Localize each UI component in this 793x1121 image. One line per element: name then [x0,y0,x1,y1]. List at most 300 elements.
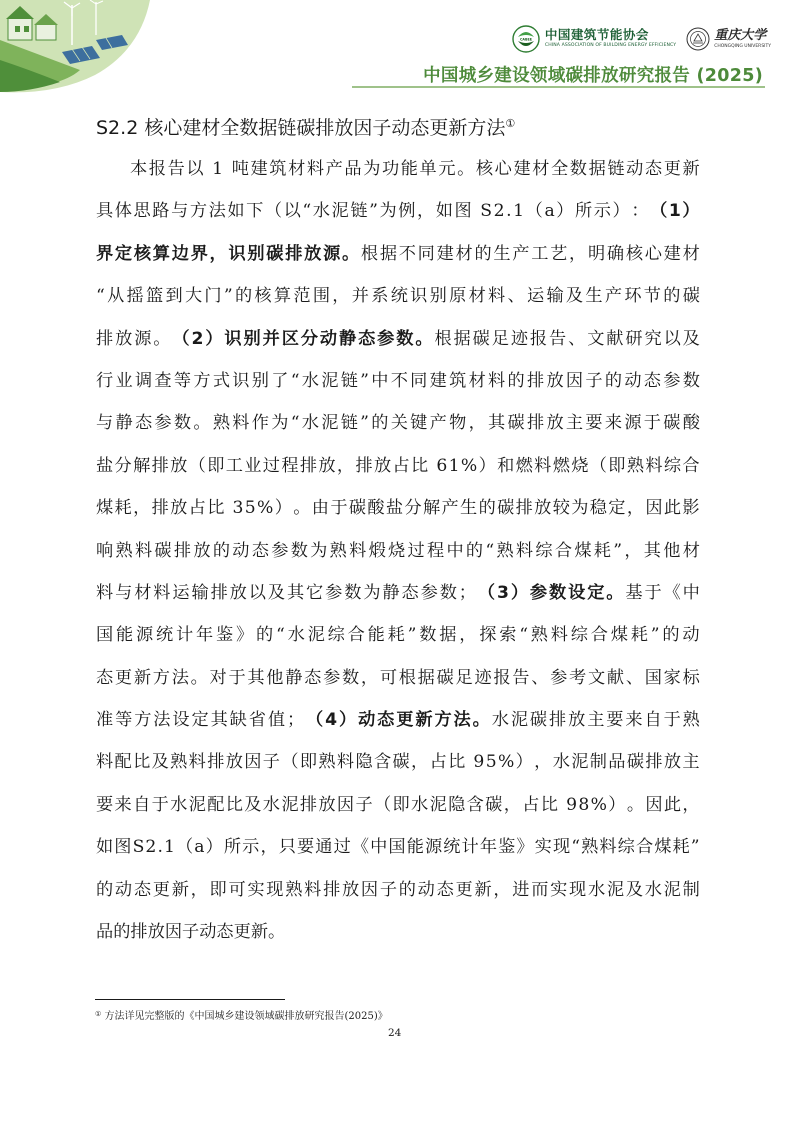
text-char: 耗 [630,625,648,646]
text-char: 水 [262,794,280,815]
text-char: 运 [526,286,545,307]
paragraph-line [96,911,700,953]
text-char: 及 [682,328,700,349]
text-char: 隐 [355,752,373,773]
text-char: ， [569,243,587,264]
text-char: 原 [449,286,467,307]
text-char: 数 [290,540,308,561]
paragraph-line [96,741,700,783]
text-char: 排 [526,370,545,391]
text-char: 及 [625,879,644,900]
text-char: 主 [587,710,605,731]
bold-char: 源 [323,243,341,264]
bold-char: 识 [224,328,242,349]
text-char: 实 [550,879,568,900]
text-char: 含 [466,794,484,815]
report-title: 中国城乡建设领域碳排放研究报告 (2025) [423,66,763,86]
text-char: 2 [493,201,505,222]
text-char: 新 [682,159,700,179]
text-char: 碳 [529,710,548,731]
text-char: ； [286,710,305,731]
text-char: 算 [273,286,292,307]
text-char: 自 [644,710,662,731]
text-char: 新 [133,667,152,688]
text-char: 综 [617,837,635,858]
text-char: ） [612,201,630,222]
text-char: 《 [663,582,681,603]
text-char: 现 [266,879,284,900]
text-char: ， [190,879,208,900]
text-char: 即 [608,455,626,476]
text-char: 3 [232,498,244,519]
text-char: 文 [587,667,606,688]
bold-char: 新 [415,710,433,731]
bold-char: 定 [114,243,133,264]
text-char: 排 [549,710,567,731]
bold-char: 。 [472,710,490,731]
text-char: 放 [170,455,188,476]
text-char: 、 [568,328,586,349]
text-char: 并 [351,286,369,307]
text-char: ， [624,540,642,561]
bold-char: 边 [171,243,189,264]
text-char: 品 [96,922,114,943]
text-char: 程 [426,540,445,561]
university-seal-icon [686,27,710,51]
text-char: ” [360,413,369,434]
text-char: 动 [199,922,217,943]
text-char: 迹 [510,328,529,349]
text-char: 熟 [496,540,514,561]
text-char: 例 [398,201,416,222]
text-char: 放 [663,752,682,773]
paragraph-line [96,487,700,529]
text-char: ， [503,794,521,815]
text-char: % [497,752,515,773]
text-char: 链 [340,413,358,434]
text-char: 筑 [449,370,467,391]
text-char: 为 [310,540,328,561]
text-char: 泥 [321,413,339,434]
text-char: 所 [223,837,242,858]
text-char: 方 [152,667,170,688]
text-char: 准 [96,710,114,731]
paragraph-line [96,148,700,190]
text-char: 的 [662,625,680,646]
text-char: 酸 [367,498,385,519]
text-char: 于 [330,498,348,519]
text-char: 材 [455,243,473,264]
text-char: 告 [167,159,185,179]
text-char: 盐 [96,455,114,476]
text-char: 同 [417,243,435,264]
text-char: 动 [417,879,435,900]
bold-char: ） [205,328,223,349]
text-char: 国 [96,625,114,646]
text-char: 水 [287,625,305,646]
text-char: “ [485,540,495,561]
text-char: ） [515,752,533,773]
text-char: 如 [435,201,453,222]
text-char: 盐 [385,498,404,519]
text-char: 数 [344,582,362,603]
text-char: 据 [439,625,457,646]
text-char: 生 [585,286,603,307]
text-char: 综 [535,540,553,561]
text-char: 。 [193,413,211,434]
text-char: 解 [422,498,441,519]
text-char: ， [411,752,429,773]
text-char: 输 [191,582,209,603]
text-char: 态 [304,667,322,688]
university-name: 重庆大学 [714,27,767,43]
text-char [467,741,472,783]
text-char: ” [690,837,700,858]
text-char: （ [525,201,543,222]
text-char: 通 [315,837,333,858]
text-char: 比 [207,498,225,519]
text-char: 1 [212,159,224,179]
text-char: 根 [434,328,452,349]
text-char: 别 [251,370,269,391]
text-char: 泥 [331,201,349,222]
text-char: ， [133,498,151,519]
text-char: 品 [608,752,626,773]
text-char: 实 [247,879,265,900]
bold-char: 态 [377,710,395,731]
text-char: 行 [96,370,114,391]
text-char: 业 [244,455,262,476]
text-char: 料 [349,540,367,561]
bold-char: 别 [243,328,261,349]
bold-char: 定 [587,582,605,603]
text-char: 材 [134,582,152,603]
text-char: 9 [566,794,578,815]
text-char: 占 [392,455,410,476]
text-char: 门 [204,286,222,307]
text-char: 料 [534,455,552,476]
text-char: ） [274,498,292,519]
text-char: 为 [363,159,381,179]
text-char: ， [336,455,355,476]
bold-char: 放 [304,243,322,264]
text-char: % [590,794,607,815]
text-char: 参 [323,667,341,688]
text-char: 于 [663,710,681,731]
paragraph-line [96,360,700,402]
section-title [96,113,515,140]
text-char: 心 [494,159,512,179]
text-char: 范 [293,286,311,307]
text-char: 产 [441,498,459,519]
text-char: 不 [390,370,408,391]
text-char: 建 [429,370,447,391]
text-char: 料 [599,837,617,858]
text-char: 比 [448,752,466,773]
text-char: 于 [151,794,169,815]
text-char: 实 [534,837,552,858]
university-logo [686,27,771,51]
text-char: 定 [608,498,626,519]
text-char: 煤 [96,498,114,519]
text-char: 。 [190,667,208,688]
text-char: 响 [96,540,114,561]
paragraph-line [96,657,700,699]
paragraph-line [96,699,700,741]
text-char: 据 [417,667,435,688]
text-char: ， [260,837,278,858]
text-char: 足 [491,328,509,349]
text-char: 泥 [606,879,625,900]
text-char: 建 [663,243,681,264]
text-char: 子 [585,370,603,391]
text-char: 告 [549,328,567,349]
bold-char: （ [477,582,496,603]
text-char: 其 [643,540,661,561]
text-char: ” [223,286,233,307]
bold-char: 区 [281,328,299,349]
text-char: 定 [191,710,209,731]
text-char: 产 [325,159,343,179]
text-char: ， [534,752,552,773]
text-char: 因 [645,794,663,815]
text-char: 其 [286,582,305,603]
text-char: 为 [571,498,589,519]
text-char: 计 [176,625,194,646]
text-char: 能 [406,837,424,858]
text-char: 排 [130,922,148,943]
text-char: 5 [244,498,256,519]
text-char: 材 [532,159,550,179]
text-char: 综 [327,625,345,646]
text-char: 放 [546,413,564,434]
text-char: 态 [216,922,234,943]
text-char: 料 [488,370,506,391]
text-char: ， [459,625,477,646]
bold-char: 法 [453,710,471,731]
text-char: 耗 [387,625,405,646]
text-char: 放 [193,540,211,561]
text-char: 核 [625,243,644,264]
text-char: 统 [443,837,461,858]
text-char: 耗 [672,837,690,858]
text-char: 为 [271,413,289,434]
text-char: 新 [171,879,189,900]
text-char: 关 [390,413,408,434]
text-char: 料 [306,159,325,179]
text-char: 熟 [682,710,700,731]
text-char: 明 [587,243,606,264]
text-char: 标 [682,667,700,688]
text-char: 新 [474,879,492,900]
text-char: 根 [360,243,379,264]
text-char: 即 [299,752,318,773]
text-char: 水 [644,879,662,900]
text-char: 烧 [571,455,589,476]
text-char: 熟 [170,752,188,773]
text-char: 配 [114,752,132,773]
text-char: 年 [479,837,498,858]
text-char: 排 [96,328,114,349]
text-char [430,445,435,487]
text-char: 排 [526,413,545,434]
text-char: 子 [355,794,373,815]
text-char: S [480,201,493,222]
text-char: 研 [625,328,643,349]
text-char: 篮 [146,286,164,307]
text-char: 态 [436,879,454,900]
text-char: 以 [248,582,266,603]
text-char: 放 [341,879,360,900]
text-char: 材 [288,159,306,179]
text-char: 功 [381,159,400,179]
text-char: 以 [283,201,301,222]
text-char: 环 [624,286,642,307]
text-char: 料 [336,752,355,773]
text-char: 据 [453,328,471,349]
text-char: （ [373,794,392,815]
text-char: ） [478,455,496,476]
text-char: 的 [604,370,623,391]
text-char: 比 [540,794,558,815]
text-char: 材 [468,286,486,307]
text-char: 方 [189,201,208,222]
text-char: 。 [626,794,645,815]
text-char: “ [302,201,312,222]
text-char: 酸 [682,413,700,434]
text-char: a [544,201,555,222]
text-char: 泥 [281,794,299,815]
text-char: 献 [606,328,624,349]
text-char: 过 [407,540,425,561]
text-char: 静 [382,582,400,603]
text-char: 能 [116,625,134,646]
text-char: 碳 [348,498,367,519]
text-char: 吨 [231,159,249,179]
text-char: 合 [682,455,700,476]
text-char: 基 [625,582,643,603]
text-char: 文 [587,328,605,349]
text-char: 解 [133,455,151,476]
text-char: 泥 [429,794,447,815]
text-char: 料 [550,625,568,646]
text-char: 本 [130,159,148,179]
text-char: 子 [379,879,398,900]
text-char: 因 [565,370,584,391]
text-char: 5 [485,752,497,773]
text-char: 式 [212,370,231,391]
text-char: 的 [96,879,114,900]
text-char: 过 [262,455,280,476]
text-char: 燃 [552,455,570,476]
text-char: 放 [534,498,552,519]
text-char: 其 [210,710,228,731]
text-char: 元 [438,159,456,179]
text-char: 报 [493,667,511,688]
text-char: 子 [182,922,200,943]
text-char: 过 [333,837,351,858]
text-char: 从 [107,286,125,307]
text-char: 态 [644,159,663,179]
text-char: 放 [170,498,188,519]
text-char: 所 [575,201,593,222]
text-char: 调 [134,370,153,391]
text-char: 此 [663,794,682,815]
bold-char: 静 [338,328,357,349]
text-char: 中 [371,370,389,391]
paragraph-line [96,233,700,275]
text-char: 放 [546,370,564,391]
text-char: 分 [404,498,422,519]
text-char: 其 [247,667,265,688]
text-char: 报 [529,328,548,349]
text-char: 围 [312,286,331,307]
green-village-illustration [0,0,170,95]
text-char: 熟 [530,625,548,646]
text-char: 摇 [126,286,144,307]
text-char: 核 [254,286,272,307]
header-divider [352,86,765,88]
text-char: 及 [244,794,262,815]
text-char: 及 [565,286,584,307]
bold-char: 动 [319,328,338,349]
text-char: 为 [379,201,397,222]
bold-char: 更 [396,710,414,731]
text-char: 影 [682,498,700,519]
text-char: 碳 [497,498,515,519]
text-char: 放 [568,710,586,731]
text-char: 路 [152,201,170,222]
text-char: 此 [663,498,682,519]
text-char: 大 [184,286,203,307]
text-char: （ [176,837,194,858]
text-char: 耗 [114,498,132,519]
text-char: 更 [455,879,473,900]
text-char: 泥 [663,879,681,900]
text-char: 产 [429,413,447,434]
bold-char: （ [650,201,668,222]
org-name: 中国建筑节能协会 [544,26,649,42]
text-char: 核 [475,159,494,179]
text-char: 艺 [550,243,568,264]
text-char: 熟 [285,879,303,900]
text-char: 于 [644,582,662,603]
bold-char: 排 [285,243,303,264]
bold-char: ） [338,710,357,731]
text-char: 的 [507,370,525,391]
text-char: 示 [242,837,260,858]
text-char: ” [650,625,660,646]
text-char: 迹 [474,667,492,688]
text-char: 排 [151,498,169,519]
text-char [559,784,564,826]
text-char: ” [407,625,417,646]
text-char: 要 [585,413,603,434]
paragraph-line [96,530,700,572]
text-char: 制 [589,752,607,773]
text-char: 碳 [682,286,700,307]
text-char: 与 [115,582,133,603]
text-char: 具 [96,201,114,222]
text-char: 节 [643,286,661,307]
text-char: 作 [251,413,269,434]
text-char: 工 [531,243,549,264]
text-char: 以 [663,328,681,349]
paragraph-line [96,190,700,232]
text-char: 碳 [154,540,172,561]
bold-char: 2 [191,328,204,349]
text-char: 料 [188,752,206,773]
